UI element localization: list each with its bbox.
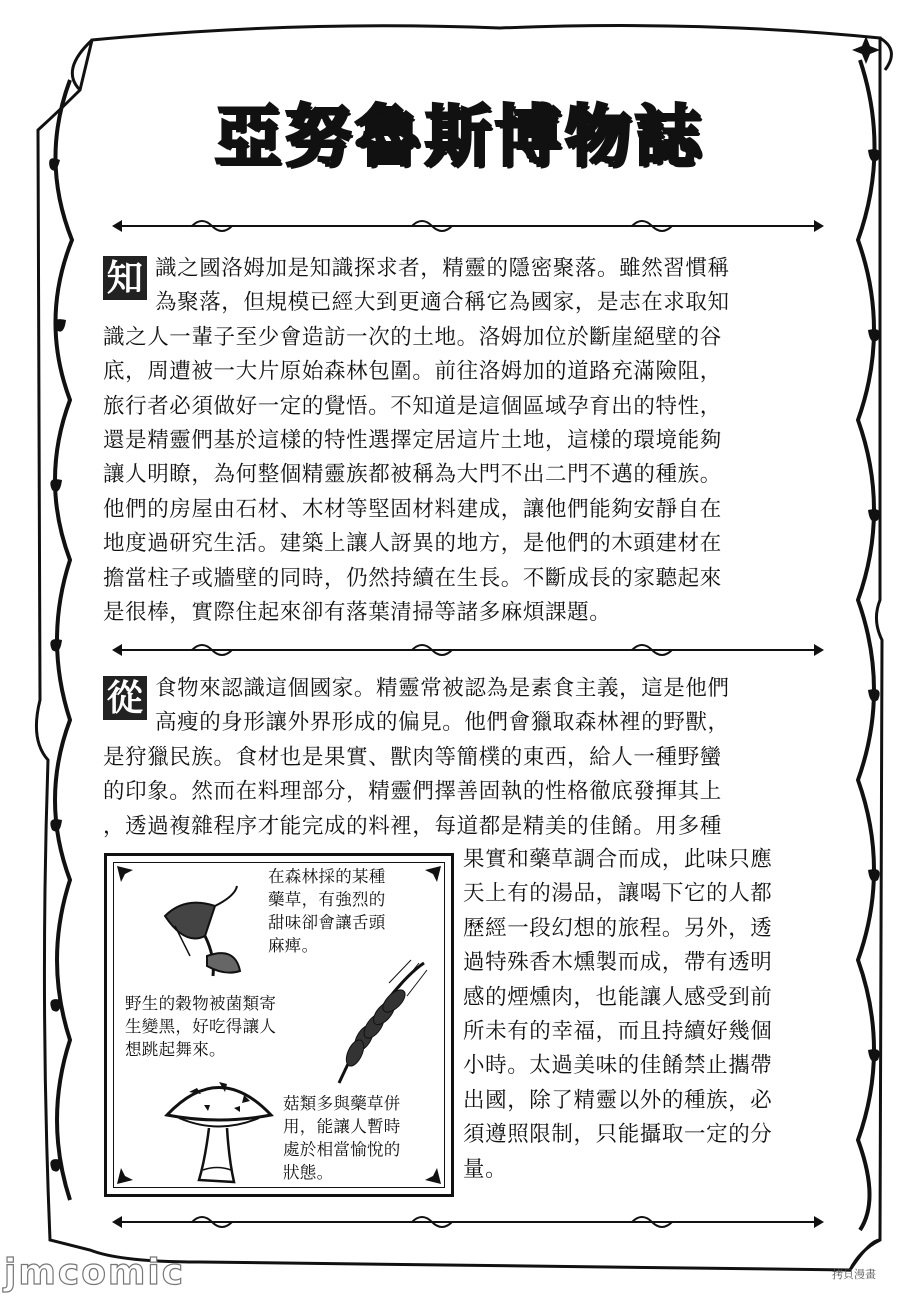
text-line: 為聚落，但規模已經大到更適合稱它為國家，是志在求取知 (155, 290, 730, 316)
mushroom-caption (283, 1092, 443, 1184)
caption-line: 菇類多與藥草併 (283, 1094, 401, 1113)
text-line: 小時。太過美味的佳餚禁止攜帶 (463, 1053, 773, 1079)
text-line: ，透過複雜程序才能完成的料裡，每道都是精美的佳餚。用多種 (103, 813, 722, 839)
ornamental-divider (112, 1212, 824, 1232)
caption-line: 處於相當愉悅的 (283, 1140, 401, 1159)
caption-line: 甜味卻會讓舌頭 (268, 913, 386, 932)
section-food-continued (463, 843, 833, 1187)
section-food (103, 672, 825, 844)
text-line: 感的煙燻肉，也能讓人感受到前 (463, 984, 773, 1010)
text-line: 所未有的幸福，而且持續好幾個 (463, 1019, 773, 1045)
text-line: 底，周遭被一大片原始森林包圍。前往洛姆加的道路充滿險阻， (103, 359, 722, 385)
dropcap: 從 (103, 676, 147, 720)
caption-line: 野生的穀物被菌類寄 (125, 994, 277, 1013)
text-line: 出國，除了精靈以外的種族，必 (463, 1087, 773, 1113)
text-line: 過特殊香木燻製而成，帶有透明 (463, 950, 773, 976)
text-line: 是狩獵民族。食材也是果實、獸肉等簡樸的東西，給人一種野蠻 (103, 744, 722, 770)
text-line: 歷經一段幻想的旅程。另外，透 (463, 915, 773, 941)
corner-ornament-icon (115, 1162, 139, 1186)
text-line: 食物來認識這個國家。精靈常被認為是素食主義，這是他們 (155, 676, 730, 701)
herb-flower-icon (145, 876, 255, 986)
text-line: 量。 (463, 1156, 508, 1182)
ornamental-divider (112, 640, 824, 660)
dropcap: 知 (103, 256, 147, 300)
caption-line: 麻痺。 (268, 936, 319, 955)
text-line: 果實和藥草調合而成，此味只應 (463, 847, 773, 872)
mushroom-icon (159, 1070, 279, 1190)
caption-line: 在森林採的某種 (268, 867, 386, 886)
text-line: 旅行者必須做好一定的覺悟。不知道是這個區域孕育出的特性， (103, 393, 722, 419)
text-line: 是很棒，實際住起來卻有落葉清掃等諸多麻煩課題。 (103, 600, 612, 626)
caption-line: 狀態。 (283, 1163, 334, 1182)
text-line: 擔當柱子或牆壁的同時，仍然持續在生長。不斷成長的家聽起來 (103, 565, 722, 591)
text-line: 讓人明瞭，為何整個精靈族都被稱為大門不出二門不邁的種族。 (103, 462, 722, 488)
caption-line: 生變黑，好吃得讓人 (125, 1017, 277, 1036)
text-line: 地度過研究生活。建築上讓人訝異的地方，是他們的木頭建材在 (103, 531, 722, 557)
caption-line: 藥草，有強烈的 (268, 890, 386, 909)
text-line: 還是精靈們基於這樣的特性選擇定居這片土地，這樣的環境能夠 (103, 428, 722, 454)
ornamental-divider (112, 216, 824, 236)
text-line: 高瘦的身形讓外界形成的偏見。他們會獵取森林裡的野獸， (155, 710, 730, 736)
page-title: 亞努魯斯博物誌 (215, 98, 705, 175)
caption-line: 用，能讓人暫時 (283, 1117, 401, 1136)
source-watermark: 拷貝漫畫 (832, 1268, 876, 1281)
text-line: 識之人一輩子至少會造訪一次的土地。洛姆加位於斷崖絕壁的谷 (103, 324, 722, 350)
herb-caption (268, 865, 438, 957)
corner-ornament-icon (115, 864, 139, 888)
section-geography (103, 252, 825, 630)
caption-line: 想跳起舞來。 (125, 1040, 226, 1059)
grain-caption (125, 992, 315, 1061)
text-line: 的印象。然而在料理部分，精靈們擇善固執的性格徹底發揮其上 (103, 779, 722, 805)
text-line: 識之國洛姆加是知識探求者，精靈的隱密聚落。雖然習慣稱 (155, 256, 730, 281)
grain-icon (319, 958, 429, 1088)
text-line: 天上有的湯品，讓喝下它的人都 (463, 881, 773, 907)
text-line: 須遵照限制，只能攝取一定的分 (463, 1122, 773, 1148)
site-watermark: jmcomic (4, 1252, 186, 1293)
text-line: 他們的房屋由石材、木材等堅固材料建成，讓他們能夠安靜自在 (103, 496, 722, 522)
